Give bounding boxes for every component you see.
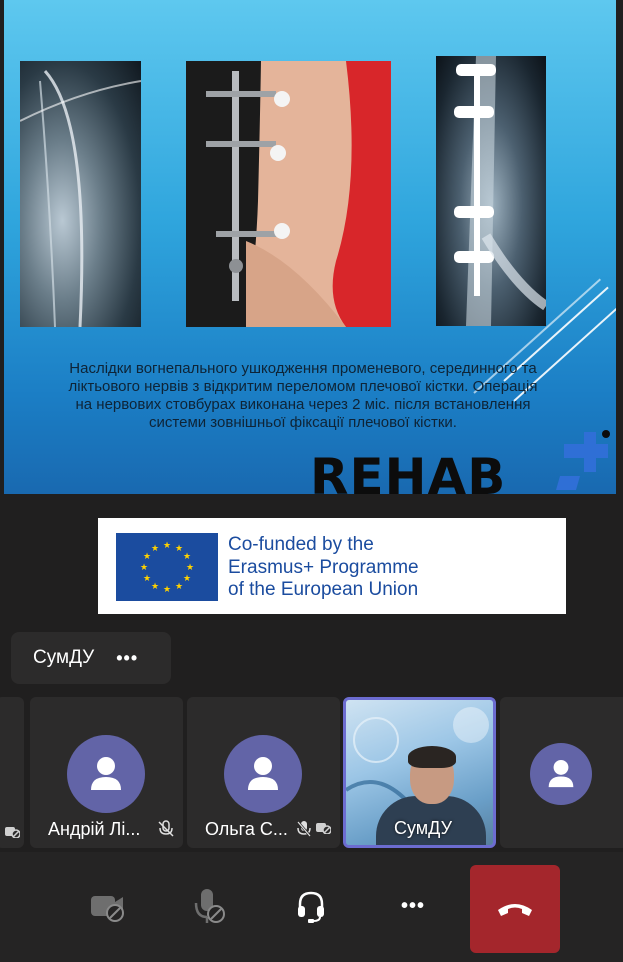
camera-off-icon bbox=[87, 890, 127, 922]
person-icon bbox=[547, 759, 575, 789]
tile-status-icons bbox=[297, 820, 331, 838]
camera-toggle-button[interactable] bbox=[81, 880, 133, 932]
phone-hangup-icon bbox=[496, 900, 534, 918]
participant-name: Андрій Лі... bbox=[48, 819, 141, 839]
camera-off-icon bbox=[4, 824, 20, 838]
svg-text:★: ★ bbox=[150, 544, 160, 554]
slide-caption: Наслідки вогнепального ушкодження променевого, серединного та ліктьового нервів з відкритим переломом плечової кістки. Операція на нервових стовбурах виконана через 2 міс. після встановлення системи зовнішньої фіксації плечової кістки. bbox=[68, 360, 538, 431]
rehab-logo: REHAB bbox=[310, 448, 507, 494]
presenter-indicator[interactable] bbox=[11, 632, 171, 684]
eu-text-line2: Erasmus+ Programme bbox=[228, 556, 419, 578]
participant-tile-olha[interactable] bbox=[187, 697, 340, 848]
xray-image-left bbox=[20, 61, 141, 327]
tile-status-icons bbox=[4, 824, 20, 838]
svg-text:★: ★ bbox=[139, 563, 149, 573]
external-fixator-photo bbox=[186, 61, 391, 327]
participant-tile-partial[interactable] bbox=[0, 697, 24, 848]
svg-text:★: ★ bbox=[182, 574, 192, 584]
eu-funding-text bbox=[228, 534, 419, 602]
audio-output-button[interactable] bbox=[285, 880, 337, 932]
svg-text:★: ★ bbox=[185, 563, 195, 573]
eu-text-line1: Co-funded by the bbox=[228, 534, 374, 555]
svg-text:★: ★ bbox=[142, 552, 152, 562]
participant-name: Ольга С... bbox=[205, 819, 288, 839]
person-icon bbox=[89, 756, 123, 792]
svg-text:★: ★ bbox=[174, 582, 184, 592]
avatar bbox=[530, 743, 592, 805]
svg-text:★: ★ bbox=[162, 585, 172, 595]
mic-toggle-button[interactable] bbox=[183, 880, 235, 932]
svg-text:★: ★ bbox=[150, 582, 160, 592]
mic-off-icon bbox=[158, 820, 174, 838]
avatar bbox=[67, 735, 145, 813]
person-icon bbox=[246, 756, 280, 792]
eu-flag-icon bbox=[116, 533, 218, 601]
svg-text:★: ★ bbox=[174, 544, 184, 554]
more-options-button[interactable]: ••• bbox=[400, 894, 425, 917]
participant-tile-overflow[interactable] bbox=[500, 697, 623, 848]
medical-cross-icon bbox=[550, 428, 616, 494]
xray-image-right bbox=[436, 56, 546, 326]
mic-off-icon bbox=[191, 887, 227, 925]
avatar bbox=[224, 735, 302, 813]
svg-text:★: ★ bbox=[162, 541, 172, 551]
hang-up-button[interactable] bbox=[470, 865, 560, 953]
svg-text:★: ★ bbox=[182, 552, 192, 562]
call-controls-toolbar bbox=[0, 852, 623, 962]
camera-off-icon bbox=[315, 820, 331, 834]
headset-icon bbox=[296, 889, 326, 923]
eu-text-line3: of the European Union bbox=[228, 579, 419, 600]
presenter-name: СумДУ bbox=[33, 647, 95, 668]
participant-name: СумДУ bbox=[394, 818, 452, 838]
svg-text:★: ★ bbox=[142, 574, 152, 584]
eu-funding-banner bbox=[98, 518, 566, 614]
shared-slide bbox=[4, 0, 616, 494]
mic-off-icon bbox=[297, 820, 311, 838]
participant-tile-sumdu-video[interactable] bbox=[343, 697, 496, 848]
participant-tile-andrii[interactable] bbox=[30, 697, 183, 848]
presenter-more-button[interactable]: ••• bbox=[116, 647, 139, 668]
